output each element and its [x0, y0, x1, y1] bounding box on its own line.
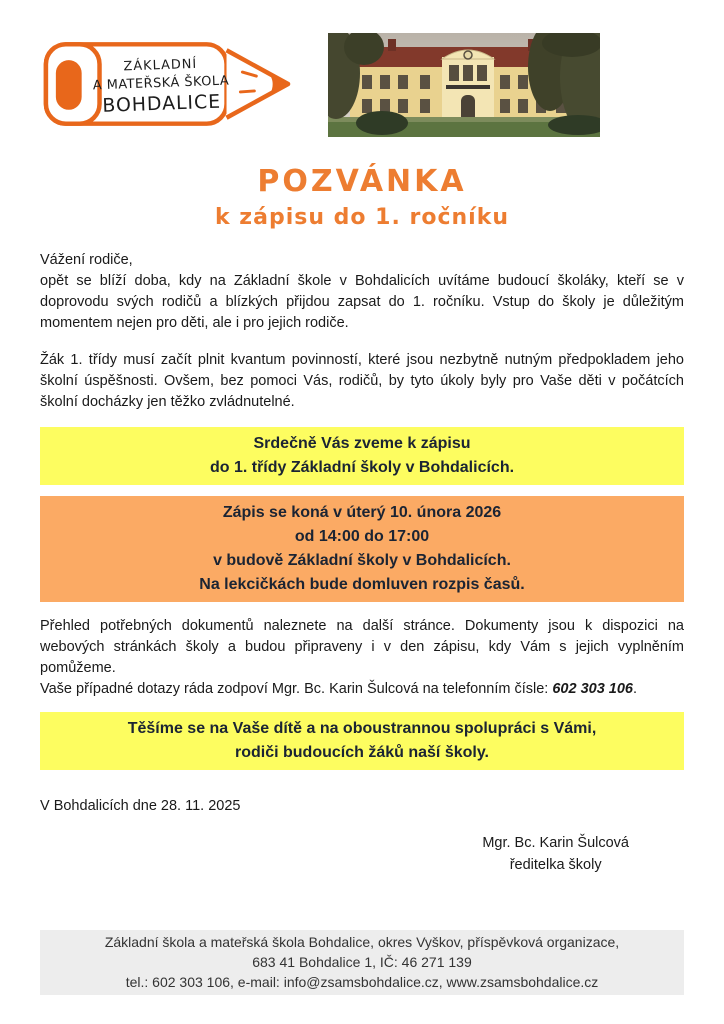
- yellow-box2-line2: rodiči budoucích žáků naší školy.: [235, 744, 489, 761]
- yellow-highlight-box-2: [40, 712, 684, 770]
- contact-text-end: .: [633, 681, 638, 697]
- document-body: [0, 164, 724, 876]
- paragraph-1: opět se blíží doba, kdy na Základní škole v Bohdalicích uvítáme budoucí školáky, kteří se v doprovodu svých rodičů a blízkých přijdou zapsat do 1. ročníku. Vstup do školy je důležitým momentem nejen pro děti, ale i pro jejich rodiče.: [40, 273, 684, 331]
- intro-paragraph: [40, 250, 684, 334]
- yellow-box1-line1: Srdečně Vás zveme k zápisu: [253, 435, 471, 452]
- yellow-box2-line1: Těšíme se na Vaše dítě a na oboustrannou spolupráci s Vámi,: [127, 720, 597, 737]
- paragraph-3: Přehled potřebných dokumentů naleznete na další stránce. Dokumenty jsou k dispozici na webových stránkách školy a budou připraveny i v den zápisu, kdy Vám s jejich vyplněním pomůžeme.: [40, 618, 684, 676]
- building-clock: [464, 51, 472, 59]
- yellow-box1-line2: do 1. třídy Základní školy v Bohdalicích.: [209, 459, 515, 476]
- page-subtitle: k zápisu do 1. ročníku: [215, 205, 509, 230]
- salutation: Vážení rodiče,: [40, 252, 133, 268]
- pencil-eraser-blob: [56, 60, 82, 110]
- school-pencil-logo: [38, 36, 296, 132]
- logo-text-line2: A MATEŘSKÁ ŠKOLA: [92, 73, 230, 94]
- contact-text: Vaše případné dotazy ráda zodpoví Mgr. Bc. Karin Šulcová na telefonním čísle:: [40, 681, 553, 697]
- orange-box-line1: Zápis se koná v úterý 10. února 2026: [222, 504, 502, 521]
- orange-box-line4: Na lekcičkách bude domluven rozpis časů.: [199, 576, 525, 593]
- page-title: POZVÁNKA: [257, 164, 467, 199]
- footer-line3: tel.: 602 303 106, e-mail: info@zsamsbohdalice.cz, www.zsamsbohdalice.cz: [125, 974, 599, 990]
- paragraph-2: Žák 1. třídy musí začít plnit kvantum povinností, které jsou nezbytně nutným předpokladem jeho školní úspěšnosti. Ovšem, bez pomoci Vás, rodičů, by tyto úkoly byly pro Vaše děti v počátcích školní docházky jen těžko zvládnutelné.: [40, 352, 684, 410]
- signature-role: ředitelka školy: [509, 857, 602, 873]
- logo-text-line3: BOHDALICE: [102, 91, 222, 117]
- orange-box-line3: v budově Základní školy v Bohdalicích.: [213, 552, 511, 569]
- orange-highlight-box: [40, 496, 684, 602]
- logo-text-line1: ZÁKLADNÍ: [123, 56, 198, 75]
- paragraph-4: [40, 679, 684, 700]
- signature-name: Mgr. Bc. Karin Šulcová: [482, 835, 629, 851]
- date-line: V Bohdalicích dne 28. 11. 2025: [40, 798, 241, 814]
- documents-paragraph: [40, 616, 684, 700]
- building-balcony: [446, 85, 490, 89]
- school-building-photo: [328, 33, 600, 137]
- orange-box-line2: od 14:00 do 17:00: [294, 528, 430, 545]
- footer-line2: 683 41 Bohdalice 1, IČ: 46 271 139: [252, 954, 472, 970]
- footer-line1: Základní škola a mateřská škola Bohdalice, okres Vyškov, příspěvková organizace,: [104, 934, 620, 950]
- phone-number: 602 303 106: [552, 681, 633, 697]
- yellow-highlight-box-1: [40, 427, 684, 485]
- document-header: [0, 0, 724, 150]
- building-chimney: [388, 39, 396, 51]
- footer: [40, 930, 684, 995]
- signature-block: [482, 832, 629, 876]
